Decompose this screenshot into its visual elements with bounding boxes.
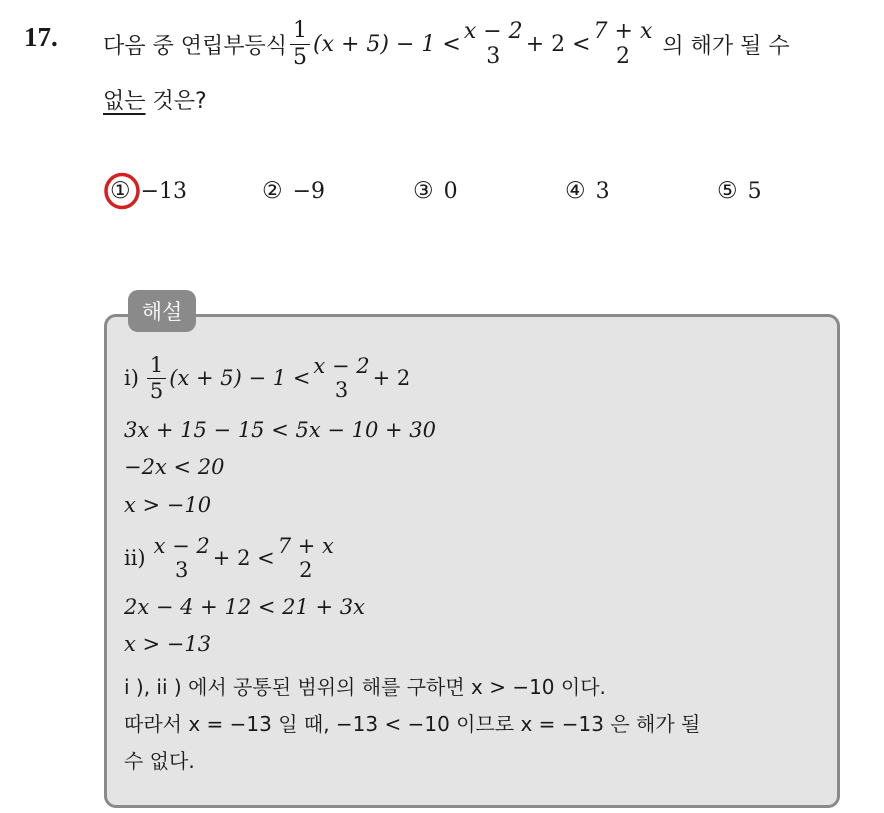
choice-4[interactable] <box>565 178 610 204</box>
inequality-part-a: (x + 5) − 1 < <box>313 31 461 57</box>
solution-line: x > −10 <box>124 493 212 517</box>
question-line-2 <box>103 84 207 115</box>
solution-label: 해설 <box>128 290 196 332</box>
fraction-one-fifth <box>147 354 166 401</box>
solution-step1 <box>124 348 410 408</box>
choice-5[interactable] <box>717 178 762 204</box>
solution-step2 <box>124 527 337 589</box>
conclusion-line: 수 없다. <box>124 749 195 773</box>
fraction-7-plus-x-over-2 <box>594 20 653 67</box>
fraction-denominator: 5 <box>149 378 164 403</box>
conclusion-line: i ), ii ) 에서 공통된 범위의 해를 구하면 x > −10 이다. <box>124 675 606 699</box>
question-text-before: 다음 중 연립부등식 <box>103 33 288 59</box>
step-middle: (x + 5) − 1 < <box>169 366 311 390</box>
choice-value: 0 <box>443 178 458 204</box>
fraction-denominator: 3 <box>334 377 349 402</box>
solution-line: 3x + 15 − 15 < 5x − 10 + 30 <box>124 418 437 442</box>
fraction-numerator: 1 <box>290 19 310 44</box>
choice-2[interactable] <box>262 178 325 204</box>
fraction-numerator: x − 2 <box>313 354 370 379</box>
underlined-word: 없는 <box>103 89 146 114</box>
choice-3[interactable] <box>413 178 458 204</box>
question-number: 17. <box>24 22 58 52</box>
fraction-denominator: 2 <box>299 557 313 582</box>
choice-value: 3 <box>595 178 610 204</box>
choice-number: ② <box>262 178 283 204</box>
fraction-numerator: x − 2 <box>463 19 523 45</box>
answer-circle-mark <box>102 171 142 211</box>
fraction-7-plus-x-over-2 <box>278 535 334 580</box>
choice-value: 5 <box>747 178 762 204</box>
step-middle: + 2 < <box>212 546 275 570</box>
fraction-numerator: 1 <box>147 354 166 378</box>
step-prefix: ii) <box>124 546 146 570</box>
fraction-numerator: 7 + x <box>593 19 653 45</box>
fraction-numerator: 7 + x <box>277 534 334 559</box>
fraction-denominator: 3 <box>486 43 501 69</box>
question-text-after: 의 해가 될 수 <box>662 33 790 59</box>
conclusion-line: 따라서 x = −13 일 때, −13 < −10 이므로 x = −13 은 해가 될 <box>124 712 701 736</box>
step-end: + 2 <box>372 366 411 390</box>
question-text-end: 것은? <box>152 89 207 114</box>
fraction-x-minus-2-over-3 <box>313 355 369 400</box>
fraction-one-fifth <box>290 19 310 68</box>
solution-line: 2x − 4 + 12 < 21 + 3x <box>124 595 365 619</box>
choice-value: −13 <box>140 178 188 204</box>
inequality-part-b: + 2 < <box>525 31 591 57</box>
choice-number: ⑤ <box>717 178 738 204</box>
fraction-numerator: x − 2 <box>153 534 210 559</box>
fraction-x-minus-2-over-3 <box>464 20 523 67</box>
step-prefix: i) <box>124 366 139 390</box>
question-line-1 <box>103 14 790 74</box>
choice-value: −9 <box>292 178 326 204</box>
choice-number: ④ <box>565 178 586 204</box>
fraction-denominator: 3 <box>175 557 189 582</box>
choice-number: ③ <box>413 178 434 204</box>
solution-line: −2x < 20 <box>124 455 225 479</box>
fraction-denominator: 2 <box>615 43 630 69</box>
fraction-denominator: 5 <box>293 44 308 70</box>
fraction-x-minus-2-over-3 <box>154 535 210 580</box>
solution-line: x > −13 <box>124 632 212 656</box>
choice-number: ① <box>110 178 131 204</box>
